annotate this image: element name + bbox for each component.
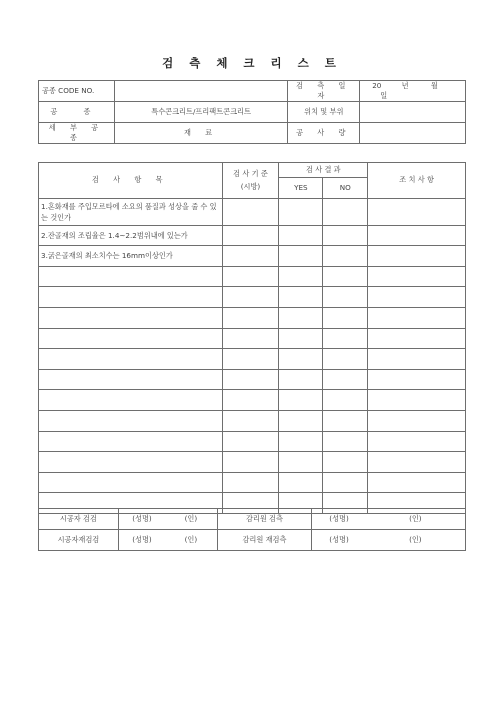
check-action[interactable] (368, 390, 466, 411)
contractor-seal-field[interactable]: (인) (165, 509, 217, 530)
supervisor-inspect-label: 감리원 검측 (217, 509, 312, 530)
check-action[interactable] (368, 266, 466, 287)
check-item (39, 472, 223, 493)
work-type-value[interactable]: 특수콘크리트/프리팩트콘크리트 (114, 102, 288, 123)
check-item (39, 307, 223, 328)
col-yes-header: YES (279, 178, 323, 199)
check-standard[interactable] (222, 246, 279, 267)
table-row (39, 431, 466, 452)
check-standard[interactable] (222, 349, 279, 370)
col-standard-header (222, 163, 279, 199)
check-item (39, 349, 223, 370)
table-row (39, 390, 466, 411)
info-row-detail (39, 123, 466, 144)
checklist-table (38, 162, 466, 514)
contractor-name-field[interactable]: (성명) (118, 509, 165, 530)
table-row (39, 349, 466, 370)
date-year: 20 (372, 81, 382, 90)
check-item: 1.혼화재를 주입모르타에 소요의 품질과 성상을 줄 수 있는 것인가 (39, 198, 223, 225)
check-action[interactable] (368, 349, 466, 370)
check-item (39, 287, 223, 308)
check-standard[interactable] (222, 225, 279, 246)
table-row (39, 246, 466, 267)
col-standard-title: 검 사 기 준 (233, 169, 268, 179)
supervisor-re-seal-field[interactable]: (인) (366, 530, 466, 551)
table-row (39, 287, 466, 308)
signature-row-2 (39, 530, 466, 551)
check-no[interactable] (323, 287, 368, 308)
check-yes[interactable] (279, 266, 323, 287)
check-no[interactable] (323, 452, 368, 473)
supervisor-name-field[interactable]: (성명) (312, 509, 366, 530)
table-row (39, 266, 466, 287)
work-code-field[interactable] (114, 81, 288, 102)
check-no[interactable] (323, 246, 368, 267)
table-row (39, 369, 466, 390)
check-yes[interactable] (279, 349, 323, 370)
check-no[interactable] (323, 307, 368, 328)
check-item: 3.굵은골재의 최소치수는 16mm이상인가 (39, 246, 223, 267)
col-no-header: NO (323, 178, 368, 199)
check-standard[interactable] (222, 390, 279, 411)
check-action[interactable] (368, 287, 466, 308)
supervisor-seal-field[interactable]: (인) (366, 509, 466, 530)
col-result-header: 검 사 결 과 (279, 163, 368, 178)
contractor-re-name-field[interactable]: (성명) (118, 530, 165, 551)
contractor-reinspect-label: 시공자재검검 (39, 530, 119, 551)
check-standard[interactable] (222, 452, 279, 473)
check-yes[interactable] (279, 225, 323, 246)
check-standard[interactable] (222, 307, 279, 328)
check-standard[interactable] (222, 198, 279, 225)
work-type-label: 공 종 (39, 102, 115, 123)
check-action[interactable] (368, 431, 466, 452)
check-yes[interactable] (279, 246, 323, 267)
check-item (39, 390, 223, 411)
check-yes[interactable] (279, 472, 323, 493)
check-item (39, 431, 223, 452)
check-item: 2.잔골재의 조립율은 1.4~2.2범위내에 있는가 (39, 225, 223, 246)
check-standard[interactable] (222, 369, 279, 390)
check-yes[interactable] (279, 328, 323, 349)
table-row (39, 472, 466, 493)
check-yes[interactable] (279, 287, 323, 308)
check-yes[interactable] (279, 431, 323, 452)
check-no[interactable] (323, 390, 368, 411)
check-action[interactable] (368, 410, 466, 431)
signature-row-1 (39, 509, 466, 530)
table-row (39, 307, 466, 328)
check-action[interactable] (368, 198, 466, 225)
table-row (39, 225, 466, 246)
material-label: 재 료 (114, 123, 288, 144)
check-standard[interactable] (222, 328, 279, 349)
check-yes[interactable] (279, 369, 323, 390)
check-standard[interactable] (222, 287, 279, 308)
check-item (39, 266, 223, 287)
date-day-unit: 일 (380, 91, 388, 100)
check-no[interactable] (323, 431, 368, 452)
check-action[interactable] (368, 225, 466, 246)
location-label: 위치 및 부위 (288, 102, 360, 123)
location-field[interactable] (360, 102, 466, 123)
check-no[interactable] (323, 369, 368, 390)
check-no[interactable] (323, 266, 368, 287)
work-code-label: 공종 CODE NO. (39, 81, 115, 102)
check-action[interactable] (368, 369, 466, 390)
check-standard[interactable] (222, 410, 279, 431)
table-row (39, 198, 466, 225)
check-item (39, 452, 223, 473)
check-yes[interactable] (279, 452, 323, 473)
check-action[interactable] (368, 452, 466, 473)
date-year-unit: 년 (401, 81, 409, 90)
contractor-re-seal-field[interactable]: (인) (165, 530, 217, 551)
inspect-date-field[interactable] (360, 81, 466, 102)
checklist-header-row (39, 163, 466, 178)
check-standard[interactable] (222, 431, 279, 452)
table-row (39, 452, 466, 473)
check-item (39, 328, 223, 349)
check-action[interactable] (368, 472, 466, 493)
quantity-label: 공 사 량 (288, 123, 360, 144)
check-no[interactable] (323, 410, 368, 431)
page-title: 검 측 체 크 리 스 트 (162, 56, 342, 70)
check-yes[interactable] (279, 307, 323, 328)
check-no[interactable] (323, 198, 368, 225)
check-standard[interactable] (222, 472, 279, 493)
supervisor-re-name-field[interactable]: (성명) (312, 530, 366, 551)
check-action[interactable] (368, 328, 466, 349)
check-yes[interactable] (279, 410, 323, 431)
info-row-work-type (39, 102, 466, 123)
checklist-body (39, 198, 466, 513)
col-standard-sub: (시방) (240, 182, 261, 192)
detail-work-label: 세 부 공 종 (39, 123, 115, 144)
inspect-date-label: 검 측 일 자 (288, 81, 360, 102)
check-no[interactable] (323, 349, 368, 370)
date-month-unit: 월 (430, 81, 438, 90)
check-no[interactable] (323, 225, 368, 246)
supervisor-reinspect-label: 감리원 재검측 (217, 530, 312, 551)
quantity-field[interactable] (360, 123, 466, 144)
info-row-code (39, 81, 466, 102)
check-item (39, 410, 223, 431)
signature-table (38, 508, 466, 551)
check-no[interactable] (323, 472, 368, 493)
table-row (39, 410, 466, 431)
info-table (38, 80, 466, 144)
check-yes[interactable] (279, 390, 323, 411)
contractor-inspect-label: 시공자 검검 (39, 509, 119, 530)
col-item-header: 검 사 항 목 (39, 163, 223, 199)
check-action[interactable] (368, 246, 466, 267)
check-yes[interactable] (279, 198, 323, 225)
check-standard[interactable] (222, 266, 279, 287)
table-row (39, 328, 466, 349)
check-action[interactable] (368, 307, 466, 328)
col-action-header: 조 치 사 항 (368, 163, 466, 199)
check-no[interactable] (323, 328, 368, 349)
check-item (39, 369, 223, 390)
